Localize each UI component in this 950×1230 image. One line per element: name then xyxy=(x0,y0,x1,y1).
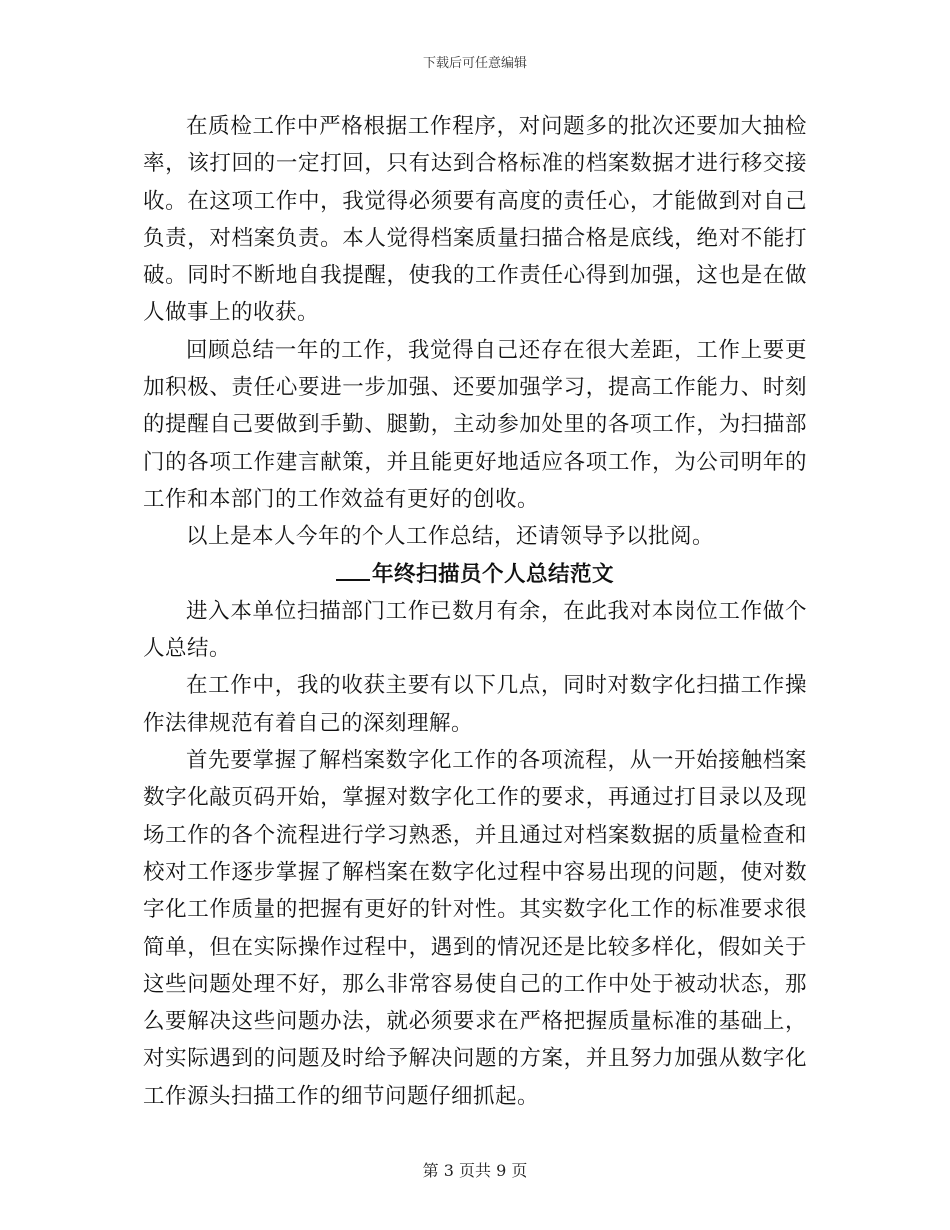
section-title xyxy=(143,556,807,593)
page-footer: 第 3 页共 9 页 xyxy=(422,1161,528,1180)
paragraph-workflow: 首先要掌握了解档案数字化工作的各项流程，从一开始接触档案数字化敲页码开始，掌握对数字化工作的要求，再通过打目录以及现场工作的各个流程进行学习熟悉，并且通过对档案数据的质量检查和校对工作逐步掌握了解档案在数字化过程中容易出现的问题，使对数字化工作质量的把握有更好的针对性。其实数字化工作的标准要求很简单，但在实际操作过程中，遇到的情况还是比较多样化，假如关于这些问题处理不好，那么非常容易使自己的工作中处于被动状态，那么要解决这些问题办法，就必须要求在严格把握质量标准的基础上，对实际遇到的问题及时给予解决问题的方案，并且努力加强从数字化工作源头扫描工作的细节问题仔细抓起。 xyxy=(143,748,807,1109)
paragraph-gains: 在工作中，我的收获主要有以下几点，同时对数字化扫描工作操作法律规范有着自己的深刻理解。 xyxy=(143,673,807,736)
document-body xyxy=(143,108,807,1115)
paragraph-year-review: 回顾总结一年的工作，我觉得自己还存在很大差距，工作上要更加积极、责任心要进一步加强、还要加强学习，提高工作能力、时刻的提醒自己要做到手勤、腿勤，主动参加处里的各项工作，为扫描部门的各项工作建言献策，并且能更好地适应各项工作，为公司明年的工作和本部门的工作效益有更好的创收。 xyxy=(143,337,807,512)
page-header: 下载后可任意编辑 xyxy=(422,56,527,71)
paragraph-closing: 以上是本人今年的个人工作总结，还请领导予以批阅。 xyxy=(186,524,715,550)
paragraph-quality-inspection: 在质检工作中严格根据工作程序，对问题多的批次还要加大抽检率，该打回的一定打回，只有达到合格标准的档案数据才进行移交接收。在这项工作中，我觉得必须要有高度的责任心，才能做到对自己负责，对档案负责。本人觉得档案质量扫描合格是底线，绝对不能打破。同时不断地自我提醒，使我的工作责任心得到加强，这也是在做人做事上的收获。 xyxy=(143,114,807,326)
title-blank-underline xyxy=(336,559,370,581)
paragraph-intro: 进入本单位扫描部门工作已数月有余，在此我对本岗位工作做个人总结。 xyxy=(143,598,807,662)
section-title-text: 年终扫描员个人总结范文 xyxy=(371,561,614,587)
